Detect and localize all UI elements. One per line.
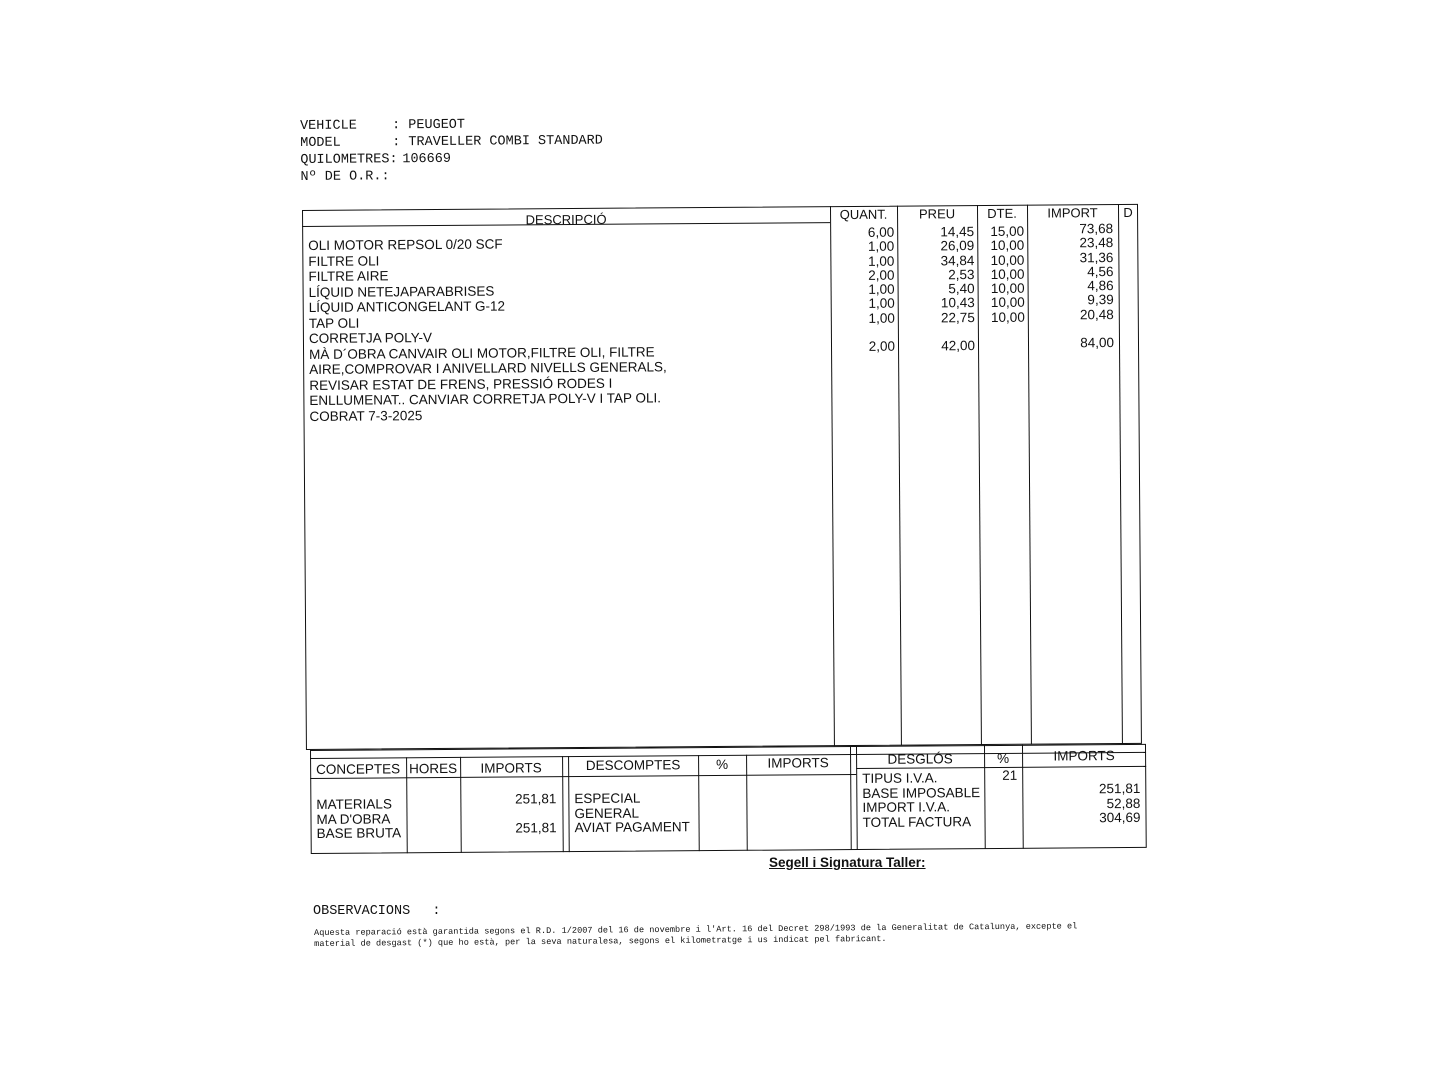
or-label: Nº DE O.R.: (300, 169, 390, 185)
breakdown-label: BASE IMPOSABLE (862, 784, 981, 801)
model-value: : TRAVELLER COMBI STANDARD (392, 133, 603, 151)
header-quantity: QUANT. (839, 206, 888, 223)
price-cell: 5,40 (948, 281, 975, 297)
header-concepts: CONCEPTES (316, 761, 401, 777)
price-cell: 22,75 (940, 309, 975, 326)
discount-cell: 10,00 (990, 252, 1025, 268)
header-amount: IMPORT (1047, 205, 1098, 221)
discount-cell: 10,00 (990, 309, 1025, 325)
concept-label: MATERIALS (316, 796, 392, 812)
concept-amount: 251,81 (515, 791, 557, 807)
discount-cell: 15,00 (990, 223, 1025, 239)
observations-colon: : (432, 904, 441, 919)
vehicle-label: VEHICLE (300, 118, 357, 134)
discount-cell (978, 339, 1025, 354)
description-line: FILTRE OLI (308, 252, 380, 269)
quantity-cell: 1,00 (868, 296, 895, 312)
header-breakdown: DESGLÓS (887, 751, 953, 767)
discount-column (977, 225, 1025, 354)
quantity-cell: 1,00 (867, 238, 895, 255)
description-column (308, 234, 829, 424)
observations (313, 904, 440, 919)
breakdown-labels (862, 771, 980, 830)
concept-labels (316, 797, 401, 841)
description-line: LÍQUID NETEJAPARABRISES (308, 283, 495, 300)
quantity-cell: 1,00 (868, 253, 895, 269)
items-table (302, 204, 1142, 750)
discount-cell: 10,00 (990, 280, 1025, 297)
discount-label: GENERAL (574, 805, 640, 821)
discount-cell: 10,00 (990, 295, 1025, 311)
model-label: MODEL (300, 135, 341, 151)
breakdown-amounts (1022, 782, 1140, 826)
amount-cell: 31,36 (1079, 249, 1114, 265)
breakdown-amount: 52,88 (1106, 795, 1141, 811)
legal-notice (314, 921, 1154, 949)
concept-label: MA D'OBRA (316, 810, 391, 827)
header-discount-amounts: IMPORTS (767, 755, 829, 771)
header-discount-percent: % (716, 756, 729, 773)
amount-cell: 9,39 (1087, 292, 1114, 308)
price-cell: 10,43 (940, 295, 975, 311)
km-label: QUILOMETRES: (300, 152, 398, 168)
header-hours: HORES (409, 760, 458, 777)
price-cell: 42,00 (941, 338, 976, 354)
description-line: CORRETJA POLY-V (308, 330, 433, 346)
amount-cell: 4,56 (1087, 263, 1114, 280)
amount-cell: 20,48 (1079, 306, 1114, 323)
description-line: FILTRE AIRE (308, 268, 389, 284)
amount-cell: 4,86 (1087, 278, 1114, 294)
breakdown-label: TIPUS I.V.A. (862, 770, 938, 786)
quantity-cell: 2,00 (868, 339, 896, 355)
price-cell: 14,45 (940, 224, 975, 240)
discount-cell: 10,00 (990, 266, 1025, 282)
km-value: 106669 (402, 151, 451, 168)
description-line: REVISAR ESTAT DE FRENS, PRESSIÓ RODES I (309, 375, 613, 393)
price-cell: 2,53 (948, 266, 975, 283)
breakdown-amount: 304,69 (1099, 809, 1141, 826)
price-column (897, 225, 975, 354)
quantity-cell: 1,00 (868, 310, 895, 326)
quantity-cell: 2,00 (868, 267, 895, 283)
concept-amount: 251,81 (515, 820, 557, 836)
header-concept-amounts: IMPORTS (480, 760, 542, 776)
price-cell: 34,84 (940, 252, 975, 268)
discount-cell: 10,00 (990, 238, 1025, 254)
legal-line: Aquesta reparació està garantida segons el R.D. 1/2007 del 16 de novembre i l'Art. 16 del Decret 298/1993 de la Generalitat de Catalunya, excepte el (314, 921, 1078, 938)
quantity-cell: 6,00 (867, 224, 895, 240)
vat-percent: 21 (1002, 767, 1018, 783)
legal-line: material de desgast (*) que ho està, per la seva naturalesa, segons el kilometratge i us indicat pel fabricant. (314, 933, 887, 949)
price-cell: 26,09 (940, 238, 975, 254)
observations-label: OBSERVACIONS (313, 904, 411, 919)
concept-amounts (460, 792, 556, 836)
description-line: AIRE,COMPROVAR I ANIVELLARD NIVELLS GENERALS, (309, 359, 667, 377)
description-line: TAP OLI (308, 315, 360, 331)
discount-label: AVIAT PAGAMENT (574, 819, 690, 836)
model-row (300, 133, 603, 152)
header-d: D (1123, 204, 1133, 220)
summary-table (310, 744, 1147, 854)
discount-label: ESPECIAL (574, 790, 641, 807)
breakdown-label: TOTAL FACTURA (862, 813, 972, 830)
description-line: COBRAT 7-3-2025 (309, 407, 423, 424)
header-breakdown-amounts: IMPORTS (1053, 748, 1115, 764)
concept-label: BASE BRUTA (316, 825, 402, 841)
signature-label: Segell i Signatura Taller: (769, 855, 926, 870)
amount-cell: 73,68 (1079, 221, 1114, 237)
description-line: ENLLUMENAT.. CANVIAR CORRETJA POLY-V I TAP OLI. (309, 390, 662, 408)
quantity-cell: 1,00 (868, 281, 895, 298)
vehicle-value: : PEUGEOT (392, 117, 466, 134)
header-description: DESCRIPCIÓ (525, 211, 607, 228)
discount-labels (574, 791, 690, 835)
header-discount: DTE. (987, 205, 1017, 221)
amount-cell: 84,00 (1080, 335, 1115, 351)
amount-column (1027, 222, 1114, 351)
quantity-column (830, 226, 895, 355)
discount-cell (978, 325, 1025, 340)
description-line: LÍQUID ANTICONGELANT G-12 (308, 298, 506, 315)
or-row (300, 167, 603, 186)
description-line: OLI MOTOR REPSOL 0/20 SCF (308, 236, 503, 253)
breakdown-label: IMPORT I.V.A. (862, 799, 951, 815)
header-discounts: DESCOMPTES (585, 757, 681, 773)
header-price: PREU (918, 206, 956, 222)
amount-cell: 23,48 (1079, 235, 1114, 251)
header-breakdown-percent: % (997, 750, 1010, 766)
breakdown-amount: 251,81 (1098, 780, 1141, 797)
description-line: MÀ D´OBRA CANVAIR OLI MOTOR,FILTRE OLI, FILTRE (309, 343, 655, 362)
vehicle-info (300, 116, 603, 186)
